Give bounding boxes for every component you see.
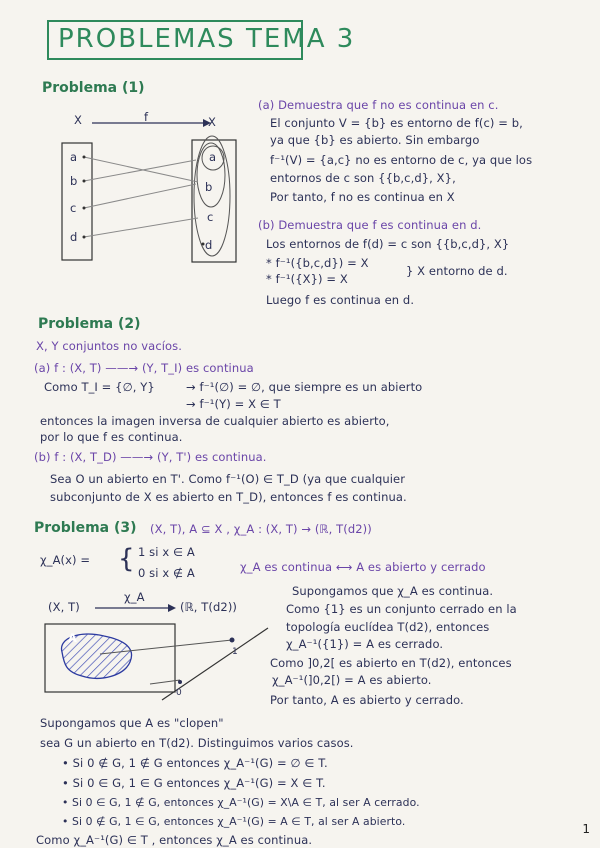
p2-heading: Problema (2)	[38, 316, 141, 332]
p1-diag-f: f	[144, 110, 149, 124]
p3-fwd-line: Como {1} es un conjunto cerrado en la	[286, 602, 517, 616]
p1-left-d: d	[70, 230, 78, 244]
p1-right-c: c	[207, 210, 214, 224]
p2-a-line: → f⁻¹(Y) = X ∈ T	[186, 397, 281, 411]
p2-a-head: (a) f : (X, T) ——→ (Y, T_I) es continua	[34, 361, 254, 375]
p2-a-line: entonces la imagen inversa de cualquier abierto es abierto,	[40, 414, 390, 428]
p3-bwd-line: Como χ_A⁻¹(G) ∈ T , entonces χ_A es continua.	[36, 833, 313, 847]
p3-diag-zero: 0	[176, 688, 182, 698]
p1-a-line: El conjunto V = {b} es entorno de f(c) = b,	[270, 116, 523, 130]
p1-right-d: d	[205, 238, 213, 252]
p1-right-b: b	[205, 180, 213, 194]
p1-a-line: Por tanto, f no es continua en X	[270, 190, 455, 204]
p3-bwd-case: • Si 0 ∈ G, 1 ∉ G, entonces χ_A⁻¹(G) = X\A ∈ T, al ser A cerrado.	[62, 796, 420, 809]
p3-case1: 1 si x ∈ A	[138, 545, 195, 559]
p3-brace: {	[118, 544, 135, 574]
p2-b-line: Sea O un abierto en T'. Como f⁻¹(O) ∈ T_D (ya que cualquier	[50, 472, 406, 486]
p3-case2: 0 si x ∉ A	[138, 566, 195, 580]
p3-bwd-line: Supongamos que A es "clopen"	[40, 716, 224, 730]
p3-chi-def: χ_A(x) =	[40, 553, 91, 567]
p1-a-line: ya que {b} es abierto. Sin embargo	[270, 133, 480, 147]
p3-bwd-line: sea G un abierto en T(d2). Distinguimos varios casos.	[40, 736, 354, 750]
p3-head-rest: (X, T), A ⊆ X , χ_A : (X, T) → (ℝ, T(d2))	[150, 522, 372, 536]
p3-bwd-case: • Si 0 ∉ G, 1 ∉ G entonces χ_A⁻¹(G) = ∅ ∈ T.	[62, 756, 328, 770]
p2-intro: X, Y conjuntos no vacíos.	[36, 339, 183, 353]
p2-b-line: subconjunto de X es abierto en T_D), entonces f es continua.	[50, 490, 407, 504]
p3-claim: χ_A es continua ⟷ A es abierto y cerrado	[240, 560, 486, 574]
p3-fwd-line: χ_A⁻¹({1}) = A es cerrado.	[286, 637, 444, 651]
page-number: 1	[582, 822, 590, 836]
p1-left-b: b	[70, 174, 78, 188]
p1-left-c: c	[70, 201, 77, 215]
p1-b-head: (b) Demuestra que f es continua en d.	[258, 218, 482, 232]
p1-b-line: Luego f es continua en d.	[266, 293, 415, 307]
p1-diag-X: X	[74, 113, 82, 127]
p3-fwd-line: χ_A⁻¹(]0,2[) = A es abierto.	[272, 673, 432, 687]
p2-a-line: Como T_I = {∅, Y}	[44, 380, 155, 394]
p1-left-a: a	[70, 150, 78, 164]
p1-b-brace: } X entorno de d.	[406, 264, 508, 278]
p2-b-head: (b) f : (X, T_D) ——→ (Y, T') es continua.	[34, 450, 267, 464]
p3-diag-arrow: χ_A	[124, 590, 145, 604]
p2-a-line: por lo que f es continua.	[40, 430, 183, 444]
p1-a-line: f⁻¹(V) = {a,c} no es entorno de c, ya que los	[270, 153, 533, 167]
p3-fwd-line: Como ]0,2[ es abierto en T(d2), entonces	[270, 656, 512, 670]
p3-diag-right: (ℝ, T(d2))	[180, 600, 238, 614]
p1-a-head: (a) Demuestra que f no es continua en c.	[258, 98, 499, 112]
p3-fwd-line: Supongamos que χ_A es continua.	[292, 584, 494, 598]
p3-heading: Problema (3)	[34, 520, 137, 536]
p1-b-line: Los entornos de f(d) = c son {{b,c,d}, X}	[266, 237, 510, 251]
page-title: PROBLEMAS TEMA 3	[58, 24, 356, 54]
p1-diag-target: X	[208, 115, 216, 129]
p1-right-a: a	[209, 150, 217, 164]
p1-heading: Problema (1)	[42, 80, 145, 96]
p3-bwd-case: • Si 0 ∉ G, 1 ∈ G, entonces χ_A⁻¹(G) = A ∈ T, al ser A abierto.	[62, 815, 406, 828]
p3-fwd-line: Por tanto, A es abierto y cerrado.	[270, 693, 464, 707]
p3-bwd-case: • Si 0 ∈ G, 1 ∈ G entonces χ_A⁻¹(G) = X ∈ T.	[62, 776, 326, 790]
p2-a-line: → f⁻¹(∅) = ∅, que siempre es un abierto	[186, 380, 423, 394]
p3-fwd-line: topología euclídea T(d2), entonces	[286, 620, 490, 634]
p1-b-line: * f⁻¹({b,c,d}) = X	[266, 256, 369, 270]
p1-a-line: entornos de c son {{b,c,d}, X},	[270, 171, 456, 185]
p3-diag-left: (X, T)	[48, 600, 80, 614]
p3-diag-one: 1	[232, 647, 238, 657]
p3-diag-A: A	[68, 631, 78, 645]
p1-b-line: * f⁻¹({X}) = X	[266, 272, 348, 286]
